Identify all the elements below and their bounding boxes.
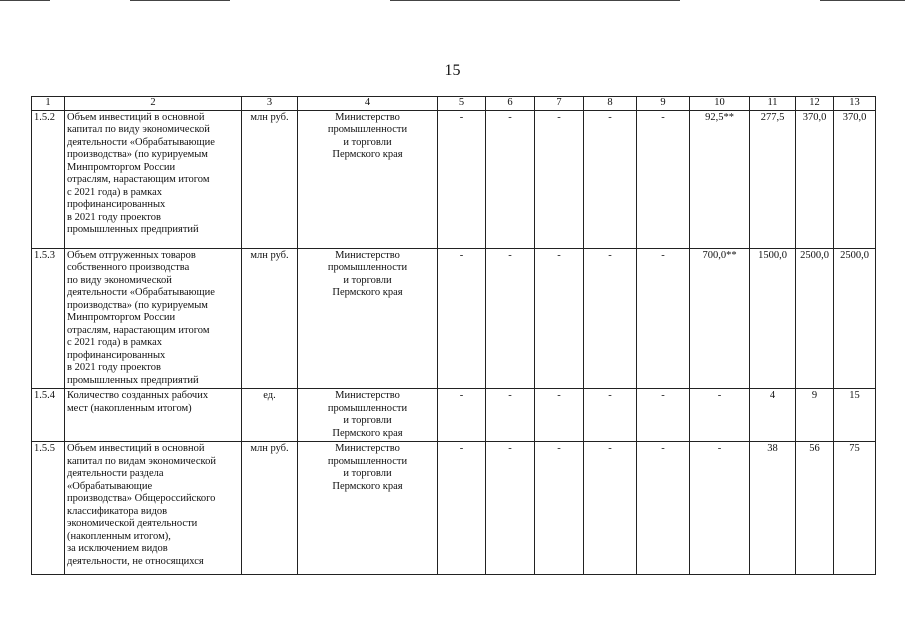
name-line: мест (накопленным итогом) <box>67 402 192 414</box>
value-cell: - <box>438 248 486 389</box>
org-line: Пермского края <box>332 149 403 160</box>
responsible-org <box>298 248 438 389</box>
name-line: промышленных предприятий <box>67 224 199 235</box>
scan-edge-line <box>390 0 680 1</box>
name-line: за исключением видов <box>67 543 168 554</box>
name-line: деятельности «Обрабатывающие <box>67 287 215 298</box>
value-cell: - <box>535 442 584 575</box>
table-row <box>32 442 876 575</box>
name-line: Минпромторгом России <box>67 161 176 173</box>
unit-cell: ед. <box>242 389 298 442</box>
value-cell: 1500,0 <box>750 248 796 389</box>
scan-edge-line <box>0 0 50 1</box>
responsible-org <box>298 442 438 575</box>
value-cell: - <box>535 248 584 389</box>
value-cell: - <box>535 110 584 248</box>
value-cell: 9 <box>796 389 834 442</box>
org-line: Пермского края <box>332 287 403 298</box>
header-cell: 9 <box>637 97 690 111</box>
name-line: с 2021 года) в рамках <box>67 186 163 198</box>
table-row <box>32 389 876 442</box>
header-cell: 7 <box>535 97 584 111</box>
value-cell: 2500,0 <box>834 248 876 389</box>
value-cell: - <box>637 442 690 575</box>
value-cell: - <box>535 389 584 442</box>
value-cell: - <box>438 442 486 575</box>
org-line: Министерство <box>335 390 400 401</box>
value-cell: - <box>584 248 637 389</box>
value-cell: 75 <box>834 442 876 575</box>
header-cell: 11 <box>750 97 796 111</box>
name-line: (накопленным итогом), <box>67 530 171 542</box>
header-cell: 4 <box>298 97 438 111</box>
value-cell: - <box>690 389 750 442</box>
header-cell: 10 <box>690 97 750 111</box>
value-cell: 15 <box>834 389 876 442</box>
header-row <box>32 97 876 111</box>
unit-cell: млн руб. <box>242 110 298 248</box>
org-line: Пермского края <box>332 427 403 439</box>
header-cell: 1 <box>32 97 65 111</box>
value-cell: 38 <box>750 442 796 575</box>
header-cell: 12 <box>796 97 834 111</box>
name-line: отраслям, нарастающим итогом <box>67 174 210 185</box>
indicator-name <box>65 442 242 575</box>
table-row <box>32 110 876 248</box>
indicator-name <box>65 110 242 248</box>
row-number: 1.5.3 <box>32 248 65 389</box>
value-cell: - <box>637 389 690 442</box>
value-cell: 370,0 <box>834 110 876 248</box>
row-number: 1.5.5 <box>32 442 65 575</box>
value-cell: 700,0** <box>690 248 750 389</box>
org-line: промышленности <box>327 124 408 135</box>
org-line: промышленности <box>327 455 408 467</box>
name-line: Объем инвестиций в основной <box>67 111 205 123</box>
name-line: капитал по виду экономической <box>67 124 210 135</box>
value-cell: - <box>486 110 535 248</box>
value-cell: 92,5** <box>690 110 750 248</box>
name-line: деятельности, не относящихся <box>67 555 204 567</box>
indicator-name <box>65 248 242 389</box>
value-cell: - <box>584 442 637 575</box>
unit-cell: млн руб. <box>242 442 298 575</box>
scan-edge-line <box>820 0 905 1</box>
value-cell: 370,0 <box>796 110 834 248</box>
name-line: Объем отгруженных товаров <box>67 249 196 261</box>
header-cell: 6 <box>486 97 535 111</box>
value-cell: 2500,0 <box>796 248 834 389</box>
value-cell: - <box>584 389 637 442</box>
name-line: деятельности «Обрабатывающие <box>67 136 215 148</box>
value-cell: 4 <box>750 389 796 442</box>
name-line: с 2021 года) в рамках <box>67 337 163 348</box>
org-line: и торговли <box>343 274 392 286</box>
unit-cell: млн руб. <box>242 248 298 389</box>
org-line: промышленности <box>327 402 408 414</box>
name-line: Минпромторгом России <box>67 312 176 323</box>
name-line: профинансированных <box>67 199 166 210</box>
org-line: Министерство <box>335 443 400 454</box>
org-line: и торговли <box>343 136 392 148</box>
value-cell: - <box>486 248 535 389</box>
value-cell: - <box>486 389 535 442</box>
name-line: деятельности раздела <box>67 468 164 479</box>
table-row <box>32 248 876 389</box>
name-line: по виду экономической <box>67 274 172 286</box>
org-line: промышленности <box>327 262 408 273</box>
value-cell: - <box>584 110 637 248</box>
value-cell: - <box>486 442 535 575</box>
name-line: Количество созданных рабочих <box>67 390 209 401</box>
header-cell: 8 <box>584 97 637 111</box>
value-cell: - <box>637 248 690 389</box>
org-line: и торговли <box>343 415 392 426</box>
responsible-org <box>298 110 438 248</box>
name-line: собственного производства <box>67 262 190 273</box>
responsible-org <box>298 389 438 442</box>
table-body <box>32 110 876 575</box>
org-line: Пермского края <box>332 480 403 492</box>
value-cell: 56 <box>796 442 834 575</box>
page-number: 15 <box>444 62 461 79</box>
name-line: промышленных предприятий <box>67 374 199 386</box>
row-number: 1.5.2 <box>32 110 65 248</box>
name-line: экономической деятельности <box>67 518 198 529</box>
header-cell: 13 <box>834 97 876 111</box>
value-cell: - <box>690 442 750 575</box>
name-line: производства» Общероссийского <box>67 493 216 504</box>
org-line: Министерство <box>335 249 400 261</box>
header-cell: 2 <box>65 97 242 111</box>
name-line: производства» (по курируемым <box>67 299 208 311</box>
header-cell: 5 <box>438 97 486 111</box>
name-line: «Обрабатывающие <box>67 480 153 492</box>
indicator-name <box>65 389 242 442</box>
org-line: Министерство <box>335 111 400 123</box>
scan-edge-line <box>130 0 230 1</box>
name-line: Объем инвестиций в основной <box>67 443 205 454</box>
value-cell: - <box>438 389 486 442</box>
row-number: 1.5.4 <box>32 389 65 442</box>
value-cell: - <box>438 110 486 248</box>
header-cell: 3 <box>242 97 298 111</box>
value-cell: 277,5 <box>750 110 796 248</box>
name-line: в 2021 году проектов <box>67 362 161 373</box>
name-line: производства» (по курируемым <box>67 149 208 160</box>
name-line: отраслям, нарастающим итогом <box>67 324 210 336</box>
name-line: профинансированных <box>67 349 166 361</box>
value-cell: - <box>637 110 690 248</box>
name-line: классификатора видов <box>67 505 168 517</box>
name-line: капитал по видам экономической <box>67 455 216 467</box>
name-line: в 2021 году проектов <box>67 211 161 223</box>
indicators-table <box>31 96 876 575</box>
org-line: и торговли <box>343 468 392 479</box>
